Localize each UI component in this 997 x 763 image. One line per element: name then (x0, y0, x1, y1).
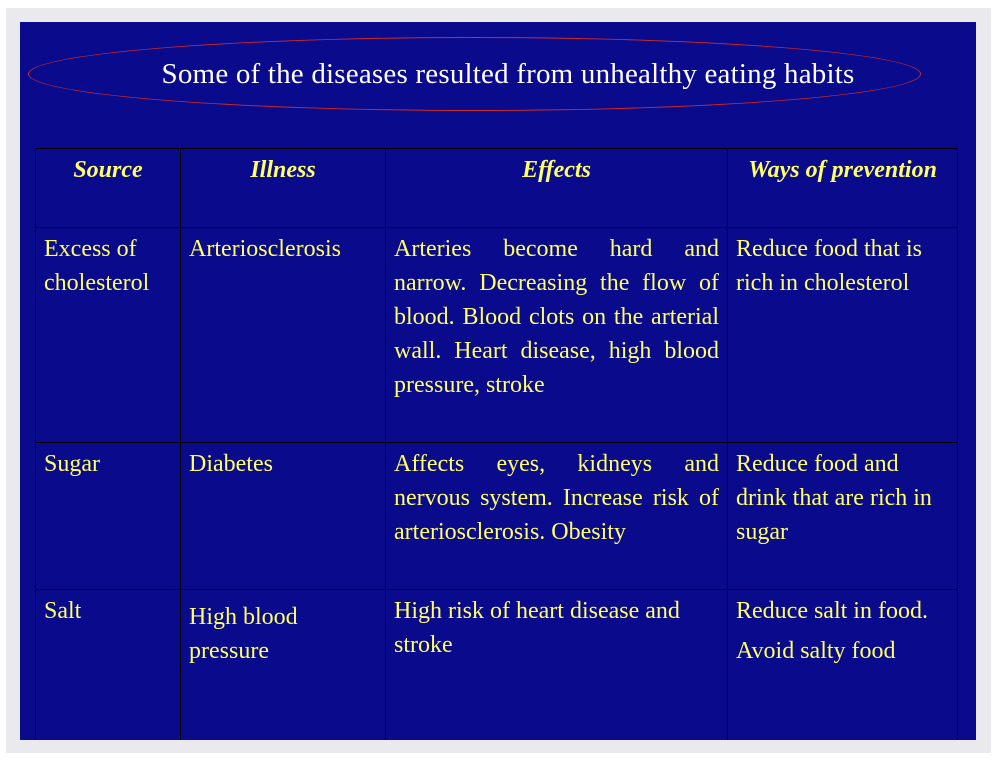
cell-prevention: Reduce food that is rich in cholesterol (728, 228, 958, 443)
table-row (36, 443, 958, 590)
cell-source: Sugar (36, 443, 181, 590)
header-effects: Effects (386, 149, 728, 228)
cell-effects: Affects eyes, kidneys and nervous system. Increase risk of arteriosclerosis. Obesity (386, 443, 728, 590)
cell-effects: High risk of heart disease and stroke (386, 590, 728, 741)
cell-source: Salt (36, 590, 181, 741)
header-prevention: Ways of prevention (728, 149, 958, 228)
diseases-table (35, 148, 958, 740)
cell-prevention (728, 590, 958, 741)
cell-illness: Diabetes (181, 443, 386, 590)
table-header-row (36, 149, 958, 228)
header-source: Source (36, 149, 181, 228)
cell-illness: High blood pressure (181, 590, 386, 741)
table-row (36, 590, 958, 741)
header-illness: Illness (181, 149, 386, 228)
cell-illness: Arteriosclerosis (181, 228, 386, 443)
cell-source: Excess of cholesterol (36, 228, 181, 443)
slide-title: Some of the diseases resulted from unhealthy eating habits (161, 58, 855, 90)
cell-prevention: Reduce food and drink that are rich in sugar (728, 443, 958, 590)
slide (20, 22, 976, 740)
prevention-line: Avoid salty food (736, 638, 896, 664)
prevention-line: Reduce salt in food. (736, 598, 928, 624)
cell-effects: Arteries become hard and narrow. Decreasing the flow of blood. Blood clots on the arterial wall. Heart disease, high blood pressure, stroke (386, 228, 728, 443)
table-row (36, 228, 958, 443)
